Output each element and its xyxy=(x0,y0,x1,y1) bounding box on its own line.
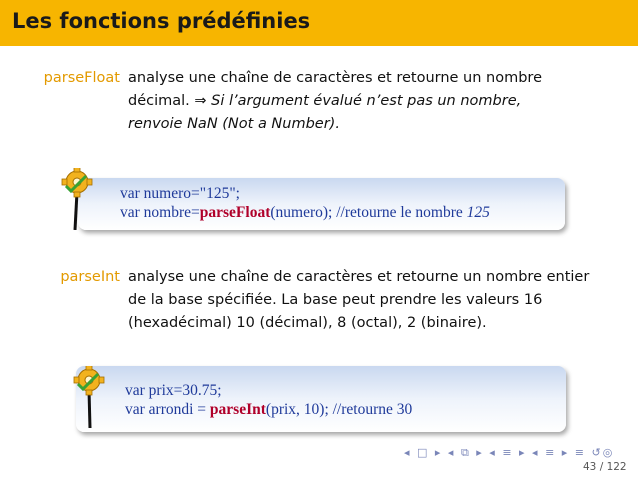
parseint-code-line2 xyxy=(125,400,412,419)
parseint-code xyxy=(125,381,412,419)
parsefloat-desc-line2 xyxy=(128,90,628,113)
parseint-code-fn: parseInt xyxy=(209,401,266,418)
gear-pushpin-icon xyxy=(72,366,106,428)
parsefloat-description xyxy=(128,67,628,136)
parseint-code-line2-b: (prix, 10); //retourne 30 xyxy=(265,401,413,418)
parsefloat-desc-line3: renvoie NaN (Not a Number). xyxy=(128,116,340,132)
parsefloat-code-line2-num: 125 xyxy=(466,204,490,221)
parseint-desc-line2: de la base spécifiée. La base peut prendre les valeurs 16 xyxy=(128,292,543,308)
parsefloat-desc-line1: analyse une chaîne de caractères et retourne un nombre xyxy=(128,70,543,86)
title-bar xyxy=(0,0,638,46)
beamer-navigation-bar[interactable]: ◂ □ ▸ ◂ ⧉ ▸ ◂ ≡ ▸ ◂ ≡ ▸ ≡ ↺◎ xyxy=(404,446,615,459)
parseint-description xyxy=(128,266,633,335)
parsefloat-desc-line2-italic: Si l’argument évalué n’est pas un nombre, xyxy=(211,93,522,109)
page-number: 43 / 122 xyxy=(583,461,627,473)
gear-pushpin-icon xyxy=(60,168,94,230)
parseint-desc-line3: (hexadécimal) 10 (décimal), 8 (octal), 2 (binaire). xyxy=(128,315,487,331)
term-parsefloat: parseFloat xyxy=(43,70,120,86)
parseint-desc-line1: analyse une chaîne de caractères et retourne un nombre entier xyxy=(128,269,590,285)
parsefloat-code-line2-b: (numero); //retourne le nombre xyxy=(270,204,467,221)
parsefloat-code-fn: parseFloat xyxy=(199,204,271,221)
parsefloat-code-line2 xyxy=(120,203,490,222)
term-parseint: parseInt xyxy=(60,269,120,285)
parsefloat-code xyxy=(120,184,490,222)
parsefloat-code-line1: var numero="125"; xyxy=(120,185,240,202)
parseint-code-line2-a: var arrondi = xyxy=(125,401,210,418)
parsefloat-desc-line2-plain: décimal. ⇒ xyxy=(128,93,212,109)
parseint-code-line1: var prix=30.75; xyxy=(125,382,222,399)
slide-title: Les fonctions prédéfinies xyxy=(12,9,311,33)
parsefloat-code-line2-a: var nombre= xyxy=(120,204,200,221)
